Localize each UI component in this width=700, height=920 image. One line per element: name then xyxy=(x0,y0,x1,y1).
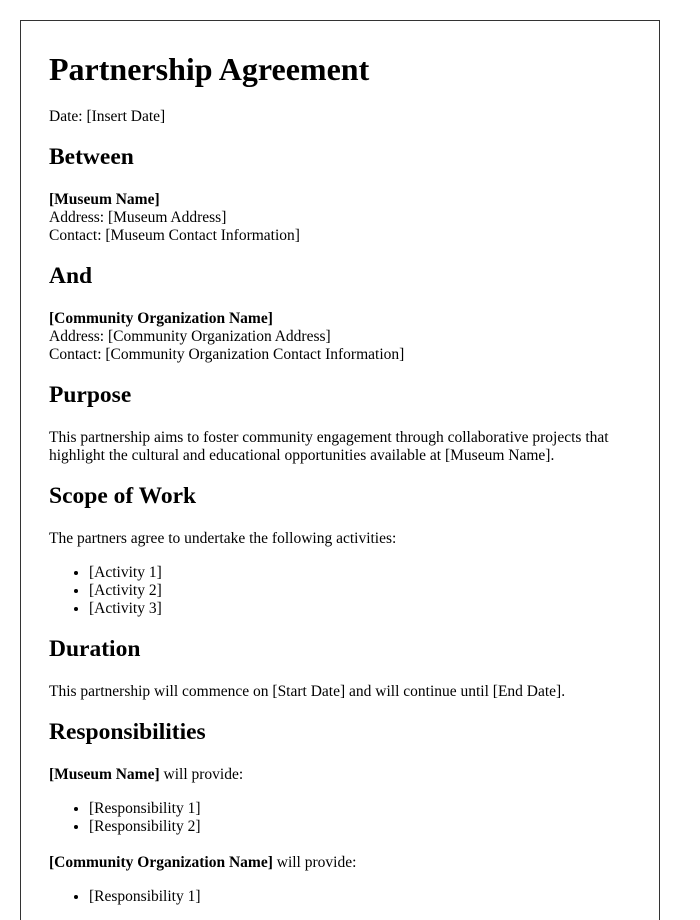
list-item: • [Responsibility 1] xyxy=(89,888,631,906)
duration-heading: Duration xyxy=(49,636,141,662)
document-title: Partnership Agreement xyxy=(49,51,370,87)
document-page xyxy=(20,20,660,920)
list-item: • [Activity 2] xyxy=(89,582,631,600)
list-item: • [Activity 3] xyxy=(89,600,631,618)
date-line: Date: [Insert Date] xyxy=(49,108,166,125)
organization-provide-text: will provide: xyxy=(272,854,357,871)
museum-name-ref: [Museum Name] xyxy=(49,766,160,783)
organization-party-block xyxy=(49,310,631,364)
duration-text: This partnership will commence on [Start Date] and will continue until [End Date]. xyxy=(49,683,566,700)
organization-responsibilities-list xyxy=(49,888,631,906)
between-heading: Between xyxy=(49,144,134,170)
responsibilities-heading: Responsibilities xyxy=(49,719,206,745)
scope-heading: Scope of Work xyxy=(49,483,197,509)
organization-name-ref: [Community Organization Name] xyxy=(49,854,273,871)
purpose-text: This partnership aims to foster community engagement through collaborative projects that highlight the cultural and educational opportunities available at [Museum Name]. xyxy=(49,429,609,464)
museum-name: [Museum Name] xyxy=(49,191,160,208)
list-item: • [Activity 1] xyxy=(89,564,631,582)
museum-responsibility-intro xyxy=(49,766,631,784)
museum-contact: Contact: [Museum Contact Information] xyxy=(49,227,300,244)
museum-provide-text: will provide: xyxy=(159,766,244,783)
and-heading: And xyxy=(49,263,93,289)
organization-name: [Community Organization Name] xyxy=(49,310,273,327)
museum-party-block xyxy=(49,191,631,245)
list-item: • [Responsibility 1] xyxy=(89,800,631,818)
list-item: • [Responsibility 2] xyxy=(89,818,631,836)
purpose-heading: Purpose xyxy=(49,382,132,408)
scope-intro: The partners agree to undertake the following activities: xyxy=(49,530,397,547)
activities-list xyxy=(49,564,631,618)
organization-address: Address: [Community Organization Address] xyxy=(49,328,331,345)
museum-responsibilities-list xyxy=(49,800,631,836)
museum-address: Address: [Museum Address] xyxy=(49,209,227,226)
organization-contact: Contact: [Community Organization Contact Information] xyxy=(49,346,405,363)
organization-responsibility-intro xyxy=(49,854,631,872)
